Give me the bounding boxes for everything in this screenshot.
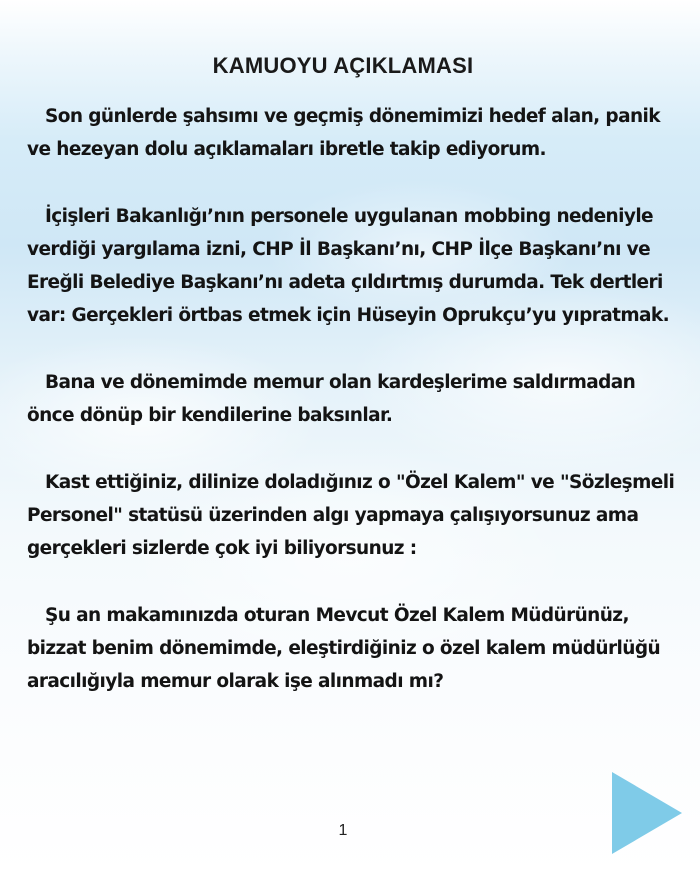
paragraph-5: Şu an makamınızda oturan Mevcut Özel Kalem Müdürünüz, bizzat benim dönemimde, eleştirdiğiniz o özel kalem müdürlüğü aracılığıyla memur olarak işe alınmadı mı? (27, 605, 661, 692)
paragraph-1: Son günlerde şahsımı ve geçmiş dönemimizi hedef alan, panik ve hezeyan dolu açıklamaları ibretle takip ediyorum. (27, 106, 660, 160)
paragraph-4: Kast ettiğiniz, dilinize doladığınız o "Özel Kalem" ve "Sözleşmeli Personel" statüsü üzerinden algı yapmaya çalışıyorsunuz ama gerçekleri sizlerde çok iyi biliyorsunuz : (27, 472, 675, 559)
paragraph-3: Bana ve dönemimde memur olan kardeşlerime saldırmadan önce dönüp bir kendilerine baksınlar. (27, 372, 636, 426)
play-arrow-icon (612, 772, 682, 854)
page-number: 1 (338, 822, 348, 839)
paragraph-2: İçişleri Bakanlığı’nın personele uygulanan mobbing nedeniyle verdiği yargılama izni, CHP İl Başkanı’nı, CHP İlçe Başkanı’nı ve Ereğli Belediye Başkanı’nı adeta çıldırtmış durumda. Tek dertleri var: Gerçekleri örtbas etmek için Hüseyin Oprukçu’yu yıpratmak. (27, 206, 670, 326)
next-page-button[interactable] (612, 772, 682, 854)
statement-body (27, 100, 677, 732)
page-title: KAMUOYU AÇIKLAMASI (212, 52, 474, 78)
